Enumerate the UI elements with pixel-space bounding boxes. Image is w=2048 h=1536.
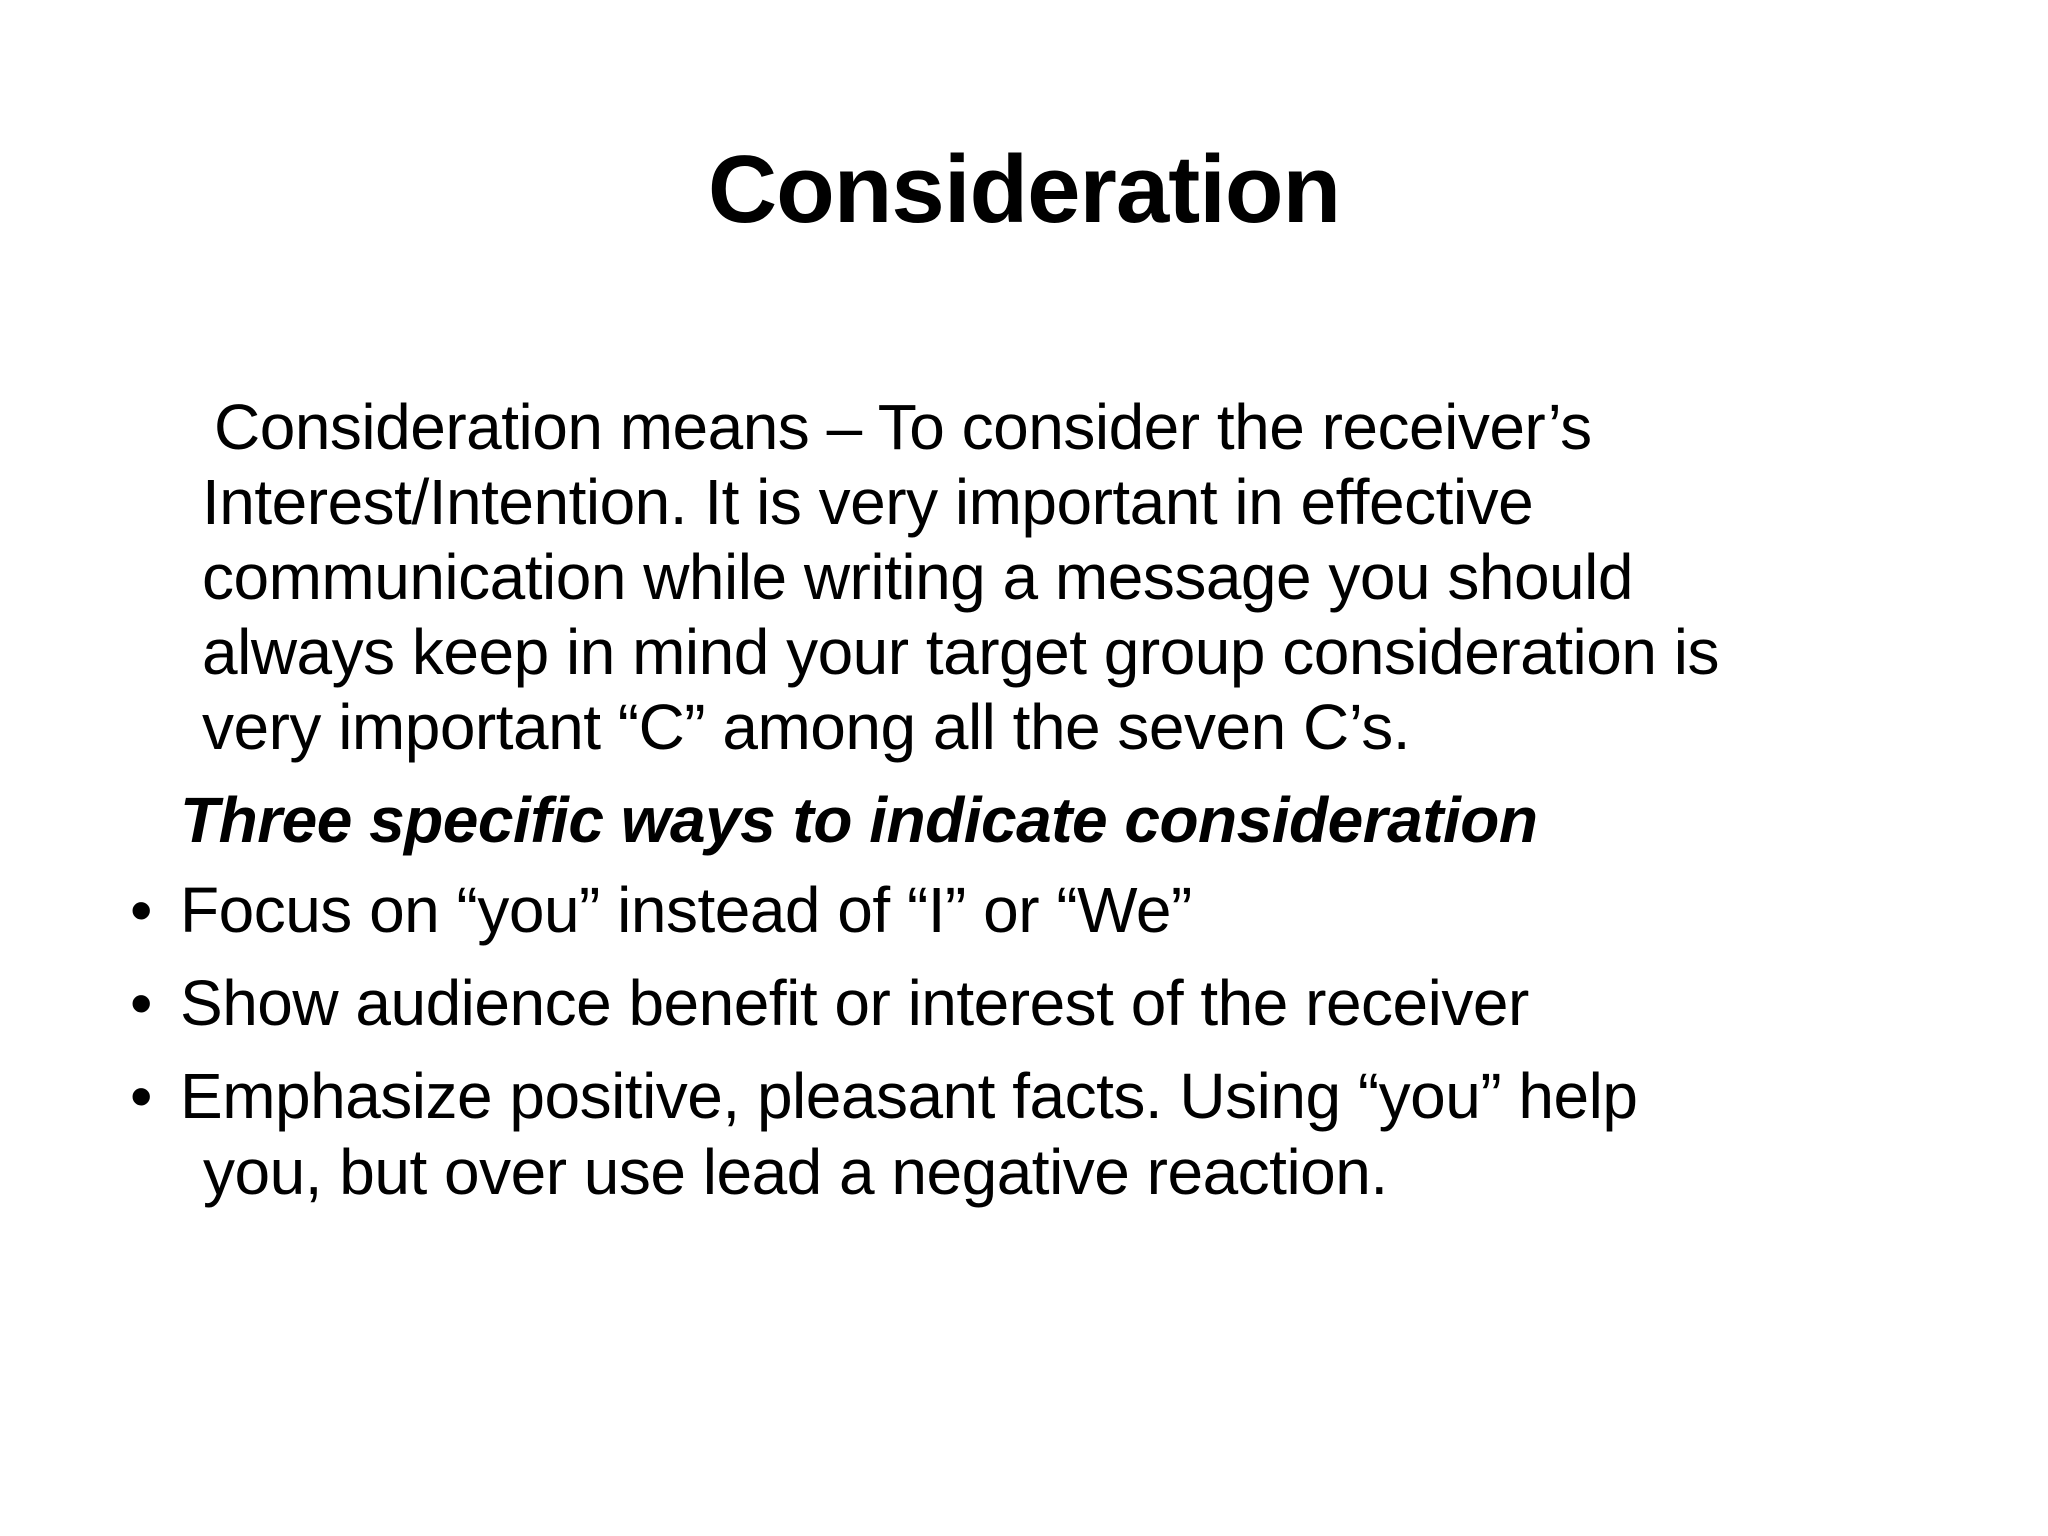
bullet-icon: • <box>130 1060 152 1132</box>
bullet-text: Emphasize positive, pleasant facts. Using “you” help <box>180 1060 1638 1132</box>
bullet-icon: • <box>130 874 152 946</box>
body-line: always keep in mind your target group consideration is <box>202 616 1719 688</box>
body-paragraph <box>202 390 1942 765</box>
bullet-text: Focus on “you” instead of “I” or “We” <box>180 874 1192 946</box>
body-line: communication while writing a message you should <box>202 541 1633 613</box>
body-line: Consideration means – To consider the receiver’s <box>214 391 1592 463</box>
subheading: Three specific ways to indicate consideration <box>180 784 1538 856</box>
bullet-item <box>130 1058 1930 1210</box>
slide-title: Consideration <box>707 136 1341 243</box>
body-line: Interest/Intention. It is very important in effective <box>202 466 1534 538</box>
bullet-list <box>130 872 1930 1227</box>
bullet-item <box>130 965 1930 1041</box>
body-line: very important “C” among all the seven C’s. <box>202 691 1411 763</box>
bullet-text: Show audience benefit or interest of the receiver <box>180 967 1529 1039</box>
bullet-text-continuation: you, but over use lead a negative reaction. <box>203 1136 1388 1208</box>
bullet-item <box>130 872 1930 948</box>
bullet-icon: • <box>130 967 152 1039</box>
